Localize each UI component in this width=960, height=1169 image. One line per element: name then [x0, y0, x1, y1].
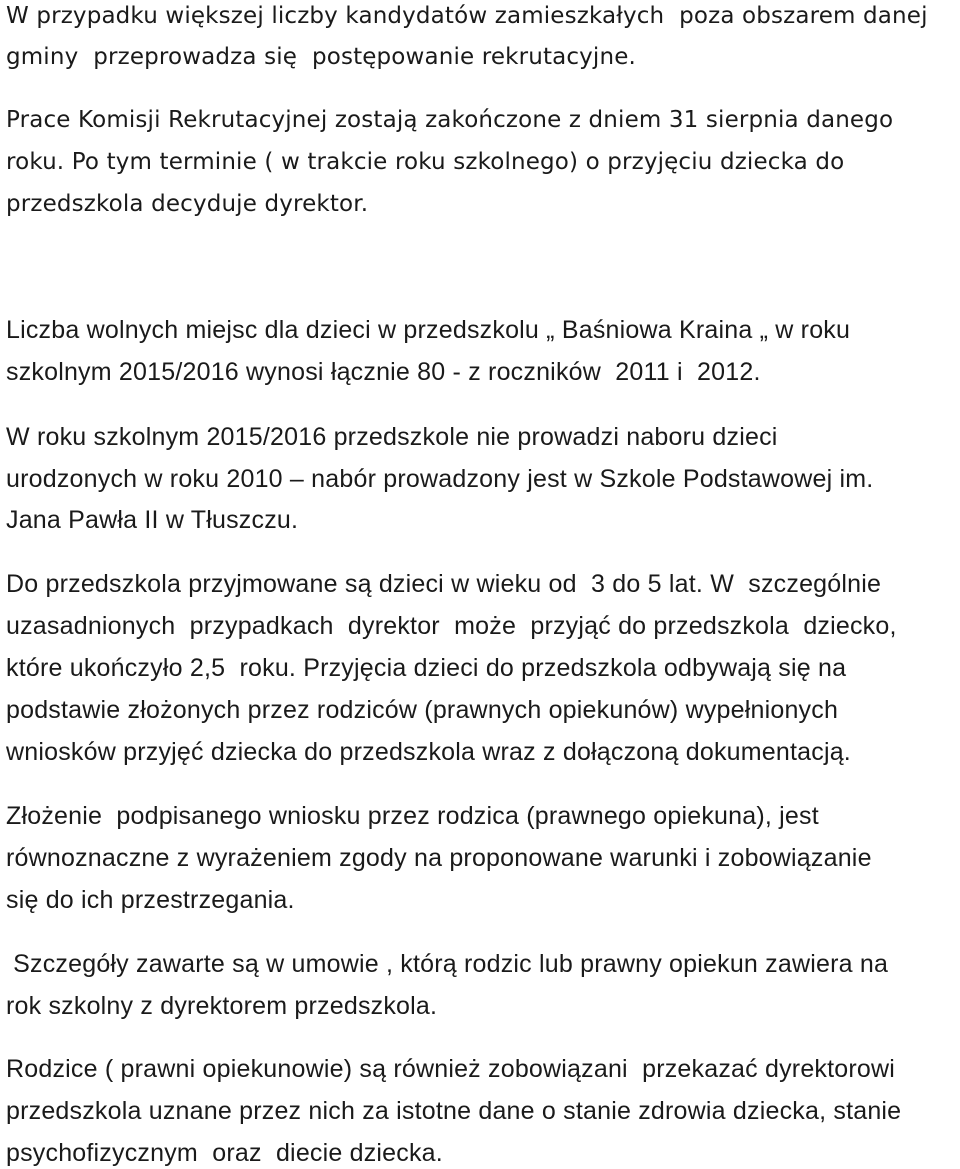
paragraph-line: roku. Po tym terminie ( w trakcie roku szkolnego) o przyjęciu dziecka do — [6, 149, 845, 175]
paragraph-line: uzasadnionych przypadkach dyrektor może przyjąć do przedszkola dziecko, — [6, 612, 897, 640]
paragraph-line: równoznaczne z wyrażeniem zgody na proponowane warunki i zobowiązanie — [6, 844, 872, 872]
paragraph-line: W przypadku większej liczby kandydatów zamieszkałych poza obszarem danej — [6, 3, 928, 29]
paragraph-line: przedszkola decyduje dyrektor. — [6, 191, 369, 217]
paragraph-line: podstawie złożonych przez rodziców (prawnych opiekunów) wypełnionych — [6, 696, 839, 724]
paragraph-line: Prace Komisji Rekrutacyjnej zostają zakończone z dniem 31 sierpnia danego — [6, 107, 894, 133]
paragraph-line: psychofizycznym oraz diecie dziecka. — [6, 1139, 443, 1167]
paragraph-line: się do ich przestrzegania. — [6, 886, 295, 914]
paragraph-line: gminy przeprowadza się postępowanie rekrutacyjne. — [6, 44, 636, 70]
paragraph-line: wniosków przyjęć dziecka do przedszkola wraz z dołączoną dokumentacją. — [6, 738, 851, 766]
paragraph-line: W roku szkolnym 2015/2016 przedszkole nie prowadzi naboru dzieci — [6, 423, 778, 451]
paragraph-line: Liczba wolnych miejsc dla dzieci w przedszkolu „ Baśniowa Kraina „ w roku — [6, 316, 851, 344]
paragraph-line: szkolnym 2015/2016 wynosi łącznie 80 - z roczników 2011 i 2012. — [6, 358, 761, 386]
paragraph-line: Do przedszkola przyjmowane są dzieci w wieku od 3 do 5 lat. W szczególnie — [6, 570, 882, 598]
paragraph-line: Złożenie podpisanego wniosku przez rodzica (prawnego opiekuna), jest — [6, 802, 819, 830]
paragraph-line: rok szkolny z dyrektorem przedszkola. — [6, 992, 438, 1020]
paragraph-line: Jana Pawła II w Tłuszczu. — [6, 506, 299, 534]
paragraph-line: urodzonych w roku 2010 – nabór prowadzony jest w Szkole Podstawowej im. — [6, 465, 874, 493]
paragraph-line: Szczegóły zawarte są w umowie , którą rodzic lub prawny opiekun zawiera na — [6, 950, 889, 978]
paragraph-line: Rodzice ( prawni opiekunowie) są również zobowiązani przekazać dyrektorowi — [6, 1055, 896, 1083]
paragraph-line: które ukończyło 2,5 roku. Przyjęcia dzieci do przedszkola odbywają się na — [6, 654, 847, 682]
paragraph-line: przedszkola uznane przez nich za istotne dane o stanie zdrowia dziecka, stanie — [6, 1097, 902, 1125]
